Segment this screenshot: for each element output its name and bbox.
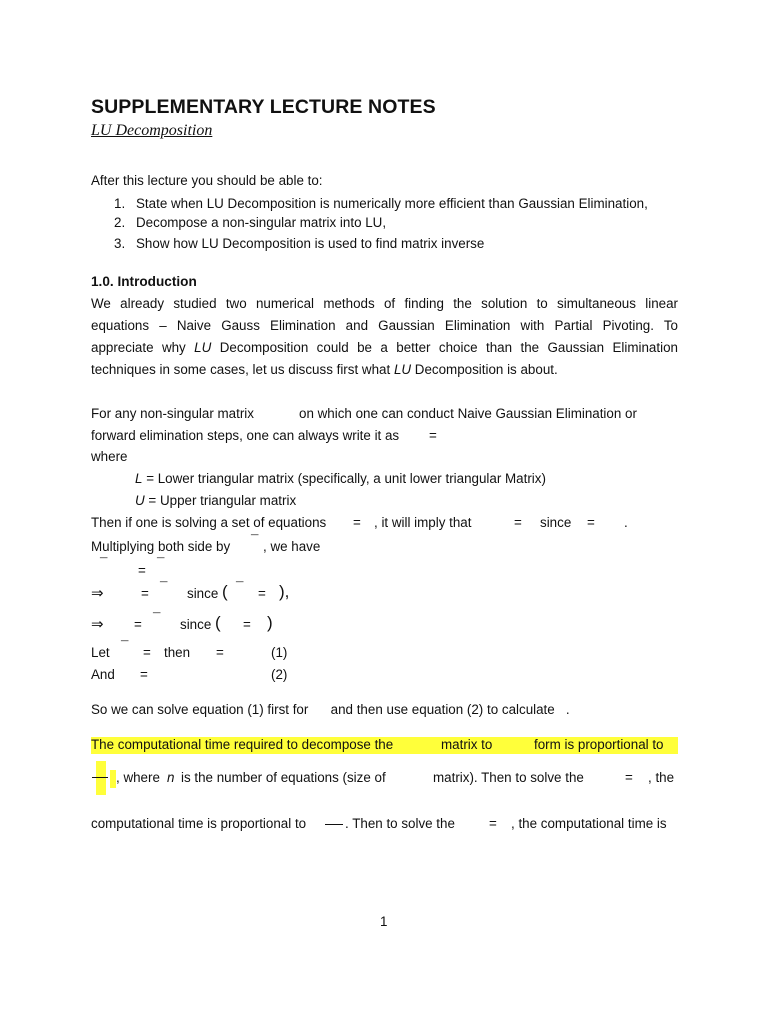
lu-italic: LU [194,340,212,355]
inverse-bar: ¯ [121,639,129,654]
text-line: , the [648,770,675,785]
paragraph-line [91,340,678,355]
highlight-text: The computational time required to decompose the [91,737,394,752]
page-number: 1 [380,914,388,929]
text-line: computational time is proportional to [91,816,307,831]
page-subtitle: LU Decomposition [91,122,213,139]
text-line: , where [116,770,160,785]
inverse-bar: ¯ [153,611,161,626]
text-line: then [164,645,191,660]
inverse-bar: ¯ [100,556,108,571]
definition-u [135,493,296,508]
lu-italic: LU [393,362,412,377]
page-title: SUPPLEMENTARY LECTURE NOTES [91,96,436,118]
equals-sign: = [140,667,148,682]
list-item-number: 2. [114,215,126,230]
text-line: on which one can conduct Naive Gaussian Elimination or [299,406,637,421]
left-paren: ( [222,582,228,601]
period: . [624,515,628,530]
right-paren: ) [267,613,273,632]
text-line: Then if one is solving a set of equations [91,515,327,530]
symbol-u: U [135,493,145,508]
text-line: forward elimination steps, one can always write it as [91,428,400,443]
inverse-bar: ¯ [160,580,168,595]
text-span: = Lower triangular matrix (specifically, a unit lower triangular Matrix) [146,471,546,486]
equals-sign: = [243,617,251,632]
equals-sign: = [216,645,224,660]
section-title: Introduction [117,274,197,289]
equals-sign: = [134,617,142,632]
section-heading [91,274,197,289]
implies-symbol: ⇒ [91,616,104,633]
equals-sign: = [587,515,595,530]
equals-sign: = [514,515,522,530]
text-span: techniques in some cases, let us discuss first what [91,362,391,377]
highlight-text: form is proportional to [534,737,664,752]
text-span: appreciate why [91,340,186,355]
objectives-intro: After this lecture you should be able to: [91,173,323,188]
right-paren: ), [279,582,290,601]
implies-symbol: ⇒ [91,585,104,602]
paragraph-line: So we can solve equation (1) first for and then use equation (2) to calculate . [91,702,570,717]
symbol-n: n [167,770,175,785]
inverse-bar: ¯ [236,580,244,595]
equation-number: (2) [271,667,288,682]
equals-sign: = [353,515,361,530]
text-span: Decomposition is about. [414,362,558,377]
text-line: And [91,667,115,682]
paragraph-line: equations – Naive Gauss Elimination and Gaussian Elimination with Partial Pivoting. To [91,318,678,333]
text-line: matrix). Then to solve the [433,770,584,785]
text-line: , it will imply that [374,515,472,530]
text-span: = Upper triangular matrix [148,493,297,508]
equals-sign: = [625,770,633,785]
equals-sign: = [429,428,437,443]
list-item: Decompose a non-singular matrix into LU, [136,215,387,230]
list-item: State when LU Decomposition is numerically more efficient than Gaussian Elimination, [136,196,648,211]
text-line: Let [91,645,110,660]
equals-sign: = [143,645,151,660]
equals-sign: = [138,563,146,578]
list-item-number: 3. [114,236,126,251]
fraction-bar [92,777,108,778]
inverse-bar: ¯ [251,533,259,548]
text-line: Multiplying both side by [91,539,231,554]
text-line: For any non-singular matrix [91,406,254,421]
equals-sign: = [489,816,497,831]
text-line: , we have [263,539,321,554]
highlighted-fraction [96,761,106,795]
text-line: since [540,515,572,530]
inverse-bar: ¯ [157,556,165,571]
fraction-bar [325,824,343,825]
text-line: since [187,586,219,601]
left-paren: ( [215,613,221,632]
text-line: where [91,449,128,464]
definition-l [135,471,546,486]
symbol-l: L [135,471,143,486]
section-number: 1.0. [91,274,114,289]
equals-sign: = [141,586,149,601]
text-line: , the computational time is [511,816,667,831]
text-line: is the number of equations (size of [181,770,386,785]
text-line: since [180,617,212,632]
paragraph-line [91,362,558,377]
text-span: Decomposition could be a better choice than the Gaussian Elimination [219,340,678,355]
paragraph-line: We already studied two numerical methods of finding the solution to simultaneous linear [91,296,678,311]
equation-number: (1) [271,645,288,660]
list-item-number: 1. [114,196,126,211]
list-item: Show how LU Decomposition is used to find matrix inverse [136,236,485,251]
highlight-text: matrix to [441,737,493,752]
equals-sign: = [258,586,266,601]
text-line: . Then to solve the [345,816,455,831]
